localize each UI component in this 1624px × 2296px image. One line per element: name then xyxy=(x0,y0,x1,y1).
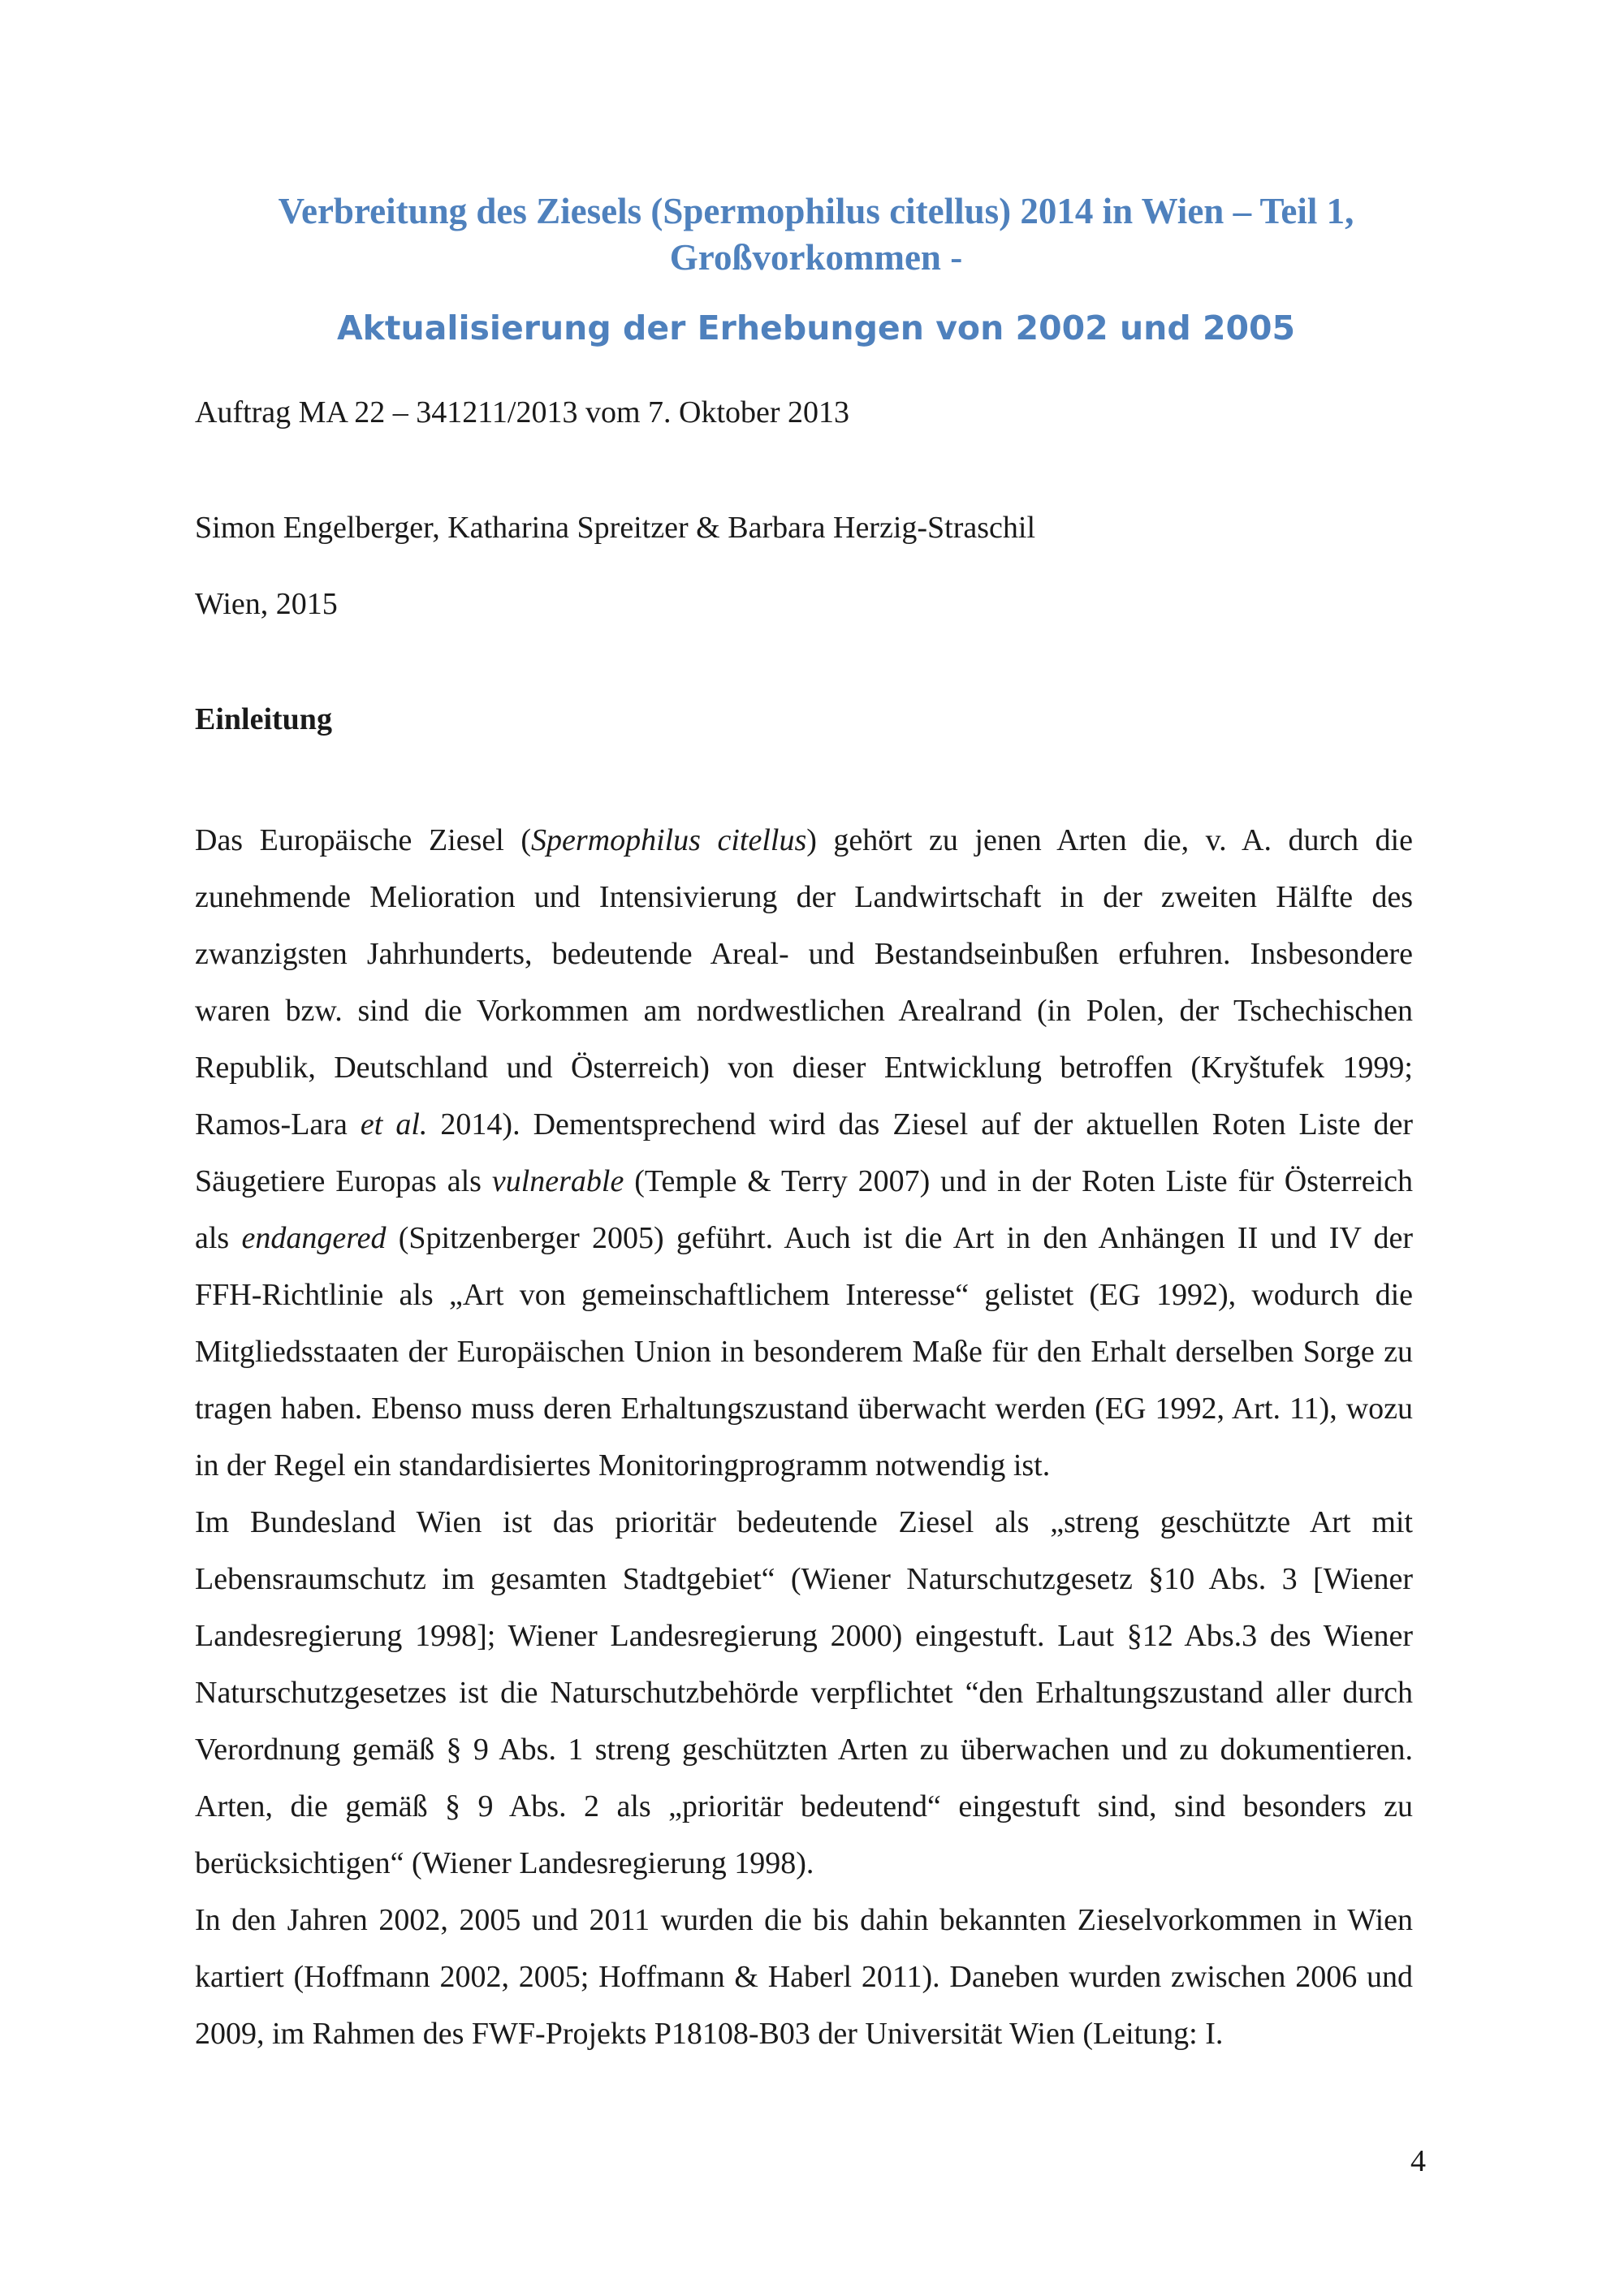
paragraph-intro xyxy=(195,812,1413,1494)
document-subtitle: Aktualisierung der Erhebungen von 2002 und 2005 xyxy=(336,309,1296,347)
status-endangered-italic: endangered xyxy=(241,1221,387,1255)
paragraph-surveys: In den Jahren 2002, 2005 und 2011 wurden die bis dahin bekannten Zieselvorkommen in Wien kartiert (Hoffmann 2002, 2005; Hoffmann & Haberl 2011). Daneben wurden zwischen 2006 und 2009, im Rahmen des FWF-Projekts P18108-B03 der Universität Wien (Leitung: I. xyxy=(195,1903,1413,2051)
place-and-date: Wien, 2015 xyxy=(195,587,338,621)
paragraph-legal: Im Bundesland Wien ist das prioritär bedeutende Ziesel als „streng geschützte Art mit Lebensraumschutz im gesamten Stadtgebiet“ (Wiener Naturschutzgesetz §10 Abs. 3 [Wiener Landesregierung 1998]; Wiener Landesregierung 2000) eingestuft. Laut §12 Abs.3 des Wiener Naturschutzgesetzes ist die Naturschutzbehörde verpflichtet “den Erhaltungszustand aller durch Verordnung gemäß § 9 Abs. 1 streng geschützten Arten zu überwachen und zu dokumentieren. Arten, die gemäß § 9 Abs. 2 als „prioritär bedeutend“ eingestuft sind, sind besonders zu berücksichtigen“ (Wiener Landesregierung 1998). xyxy=(195,1505,1413,1880)
body-text xyxy=(195,812,1413,2062)
species-name-italic: Spermophilus citellus xyxy=(530,823,807,857)
section-heading: Einleitung xyxy=(195,702,332,736)
text-run: Das Europäische Ziesel ( xyxy=(195,823,531,857)
text-run: ) gehört zu jenen Arten die, v. A. durch die zunehmende Melioration und Intensivierung der Landwirtschaft in der zweiten Hälfte des zwanzigsten Jahrhunderts, bedeutende Areal- und Bestandseinbußen erfuhren. Insbesondere waren bzw. sind die Vorkommen am nordwestlichen Arealrand (in Polen, der Tschechischen Republik, Deutschland und Österreich) von dieser Entwicklung betroffen (Kryštufek 1999; Ramos-Lara xyxy=(195,823,1413,1142)
et-al-italic: et al. xyxy=(360,1107,428,1142)
title-line-1: Verbreitung des Ziesels (Spermophilus citellus) 2014 in Wien – Teil 1, xyxy=(278,191,1354,231)
text-run: (Temple & Terry 2007) und in der Roten Liste für Österreich als xyxy=(195,1164,1413,1255)
page-number: 4 xyxy=(1410,2144,1426,2178)
commission-reference: Auftrag MA 22 – 341211/2013 vom 7. Oktober 2013 xyxy=(195,395,850,429)
author-list: Simon Engelberger, Katharina Spreitzer & Barbara Herzig-Straschil xyxy=(195,511,1036,545)
title-line-2: Großvorkommen - xyxy=(669,237,963,278)
text-run: (Spitzenberger 2005) geführt. Auch ist die Art in den Anhängen II und IV der FFH-Richtlinie als „Art von gemeinschaftlichem Interesse“ gelistet (EG 1992), wodurch die Mitgliedsstaaten der Europäischen Union in besonderem Maße für den Erhalt derselben Sorge zu tragen haben. Ebenso muss deren Erhaltungszustand überwacht werden (EG 1992, Art. 11), wozu in der Regel ein standardisiertes Monitoringprogramm notwendig ist. xyxy=(195,1221,1413,1482)
status-vulnerable-italic: vulnerable xyxy=(491,1164,624,1198)
text-run: 2014). Dementsprechend wird das Ziesel auf der aktuellen Roten Liste der Säugetiere Europas als xyxy=(195,1107,1414,1198)
document-title xyxy=(162,188,1470,281)
